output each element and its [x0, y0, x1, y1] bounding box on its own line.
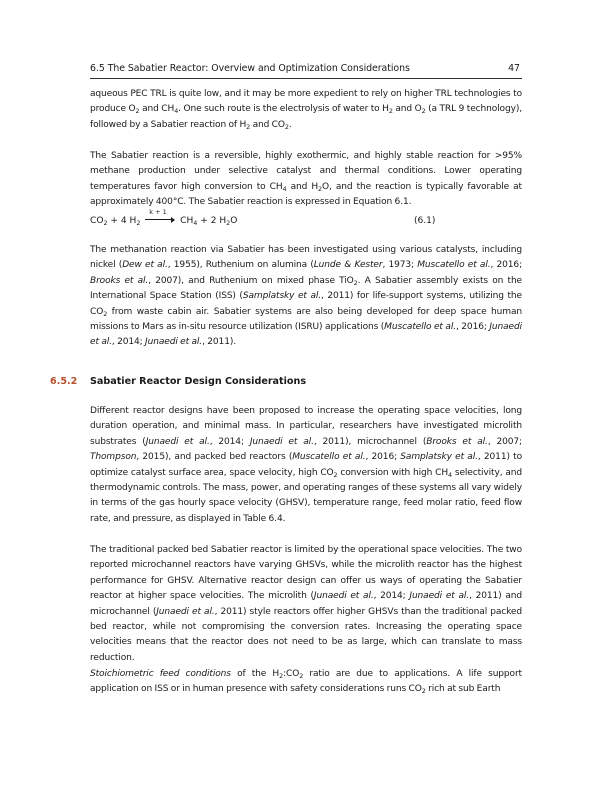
citation-author: Junaedi et al. [313, 591, 374, 602]
page-number: 47 [508, 63, 520, 74]
running-header [90, 62, 522, 79]
equation-6-1 [90, 208, 522, 232]
section-heading [50, 376, 306, 387]
paragraph-stoichiometric-feed: Stoichiometric feed conditions of the $H_2:CO_2$ ratio are due to applications. A life support application on ISS or in human presence with safety considerations runs $CO_2$ rich at sub Earth [90, 669, 522, 696]
paragraph-packed-bed: The traditional packed bed Sabatier reactor is limited by the operational space velocities. The two reported microchannel reactors have varying GHSVs, while the microlith reactor has the highest performance for GHSV. Alternative reactor design can offer us ways of operating the Sabatier reactor at higher space velocities. The microlith (Junaedi et al., 2014; Junaedi et al., 2011) and microchannel (Junaedi et al., 2011) style reactors offer higher GHSVs than the traditional packed bed reactor, while not compromising the conversion rates. Increasing the operating space velocities means that the reactor does not need to be as large, which can translate to mass reduction. [90, 545, 522, 663]
paragraph-pec-trl: aqueous PEC TRL is quite low, and it may be more expedient to rely on higher TRL technologies to produce $O_2$ and $CH_4$. One such route is the electrolysis of water to $H_2$ and $O_2$ (a TRL 9 technology), followed by a Sabatier reaction of $H_2$ and $CO_2$. [90, 89, 522, 131]
citation-author: Muscatello et al. [417, 260, 491, 271]
citation-author: Samplatsky et al. [242, 291, 322, 302]
section-title: Sabatier Reactor Design Considerations [90, 376, 307, 387]
citation-author: Lunde & Kester [313, 260, 383, 271]
citation-author: Brooks et al. [426, 436, 488, 447]
citation-author: Junaedi et al. [145, 337, 203, 348]
paragraph-reactor-designs: Different reactor designs have been proposed to increase the operating space velocities, long duration operation, and minimal mass. In particular, researchers have investigated microlith substrates (Junaedi et al., 2014; Junaedi et al., 2011), microchannel (Brooks et al., 2007; Thompson, 2015), and packed bed reactors (Muscatello et al., 2016; Samplatsky et al., 2011) to optimize catalyst surface area, space velocity, high $CO_2$ conversion with high $CH_4$ selectivity, and thermodynamic controls. The mass, power, and operating ranges of these systems all vary widely in terms of the gas hourly space velocity (GHSV), temperature range, feed molar ratio, feed flow rate, and pressure, as displayed in Table 6.4. [90, 406, 522, 524]
citation-author: Stoichiometric feed conditions [90, 669, 231, 679]
section-number: 6.5.2 [50, 376, 78, 387]
running-header-title: 6.5 The Sabatier Reactor: Overview and Optimization Considerations [90, 63, 410, 74]
equation-lhs: $CO_2 + 4$ $H_2$ [90, 216, 141, 227]
equation-number: (6.1) [414, 216, 436, 226]
citation-author: Junaedi et al. [249, 436, 314, 447]
citation-author: Junaedi et al. [90, 322, 522, 348]
citation-author: Thompson [90, 452, 137, 463]
citation-author: Muscatello et al. [292, 452, 366, 463]
citation-author: Dew et al. [122, 260, 168, 271]
equation-expression [90, 208, 238, 227]
citation-author: Muscatello et al. [384, 322, 456, 333]
citation-author: Junaedi et al. [156, 606, 215, 617]
equation-rhs: $CH_4 + 2$ $H_2O$ [180, 216, 238, 227]
citation-author: Junaedi et al. [409, 591, 470, 602]
citation-author: Samplatsky et al. [400, 452, 478, 463]
citation-author: Junaedi et al. [145, 436, 210, 447]
reaction-arrow-icon [145, 208, 175, 226]
paragraph-methanation-catalysts: The methanation reaction via Sabatier has been investigated using various catalysts, including nickel (Dew et al., 1955), Ruthenium on alumina (Lunde & Kester, 1973; Muscatello et al., 2016; Brooks et al., 2007), and Ruthenium on mixed phase TiO$_2$. A Sabatier assembly exists on the International Space Station (ISS) (Samplatsky et al., 2011) for life-support systems, utilizing the $CO_2$ from waste cabin air. Sabatier systems are also being developed for deep space human missions to Mars as in-situ resource utilization (ISRU) applications (Muscatello et al., 2016; Junaedi et al., 2014; Junaedi et al., 2011). [90, 245, 522, 348]
arrow-label: k + 1 [149, 208, 167, 216]
citation-author: Brooks et al. [90, 275, 149, 286]
paragraph-sabatier-reaction: The Sabatier reaction is a reversible, highly exothermic, and highly stable reaction for >95% methane production under selective catalyst and thermal conditions. Lower operating temperatures favor high conversion to $CH_4$ and $H_2O$, and the reaction is typically favorable at approximately 400°C. The Sabatier reaction is expressed in Equation 6.1. [90, 151, 522, 208]
